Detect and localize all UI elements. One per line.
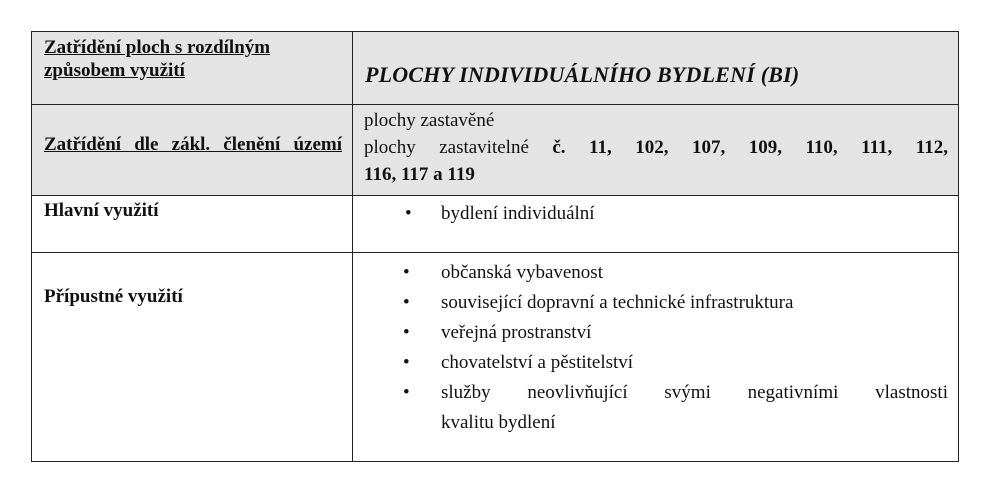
list-item: • související dopravní a technické infrastruktura	[353, 288, 958, 318]
bullet-icon: •	[403, 382, 410, 403]
row-value-cell	[353, 253, 959, 462]
buildable-areas-numbers: č. 11, 102, 107, 109, 110, 111, 112,	[552, 137, 948, 158]
buildable-areas-numbers-cont: 116, 117 a 119	[364, 164, 475, 185]
row-label-cell	[32, 196, 353, 253]
list-item: • chovatelství a pěstitelství	[353, 348, 958, 378]
buildable-areas-prefix: plochy zastavitelné	[364, 137, 553, 158]
classification-label: Zatřídění ploch s rozdílným způsobem využití	[44, 37, 271, 81]
row-value-cell	[353, 196, 959, 253]
row-label-cell	[32, 105, 353, 196]
area-list	[353, 105, 958, 188]
table-row	[32, 196, 959, 253]
area-type-title: PLOCHY INDIVIDUÁLNÍHO BYDLENÍ (BI)	[365, 62, 800, 87]
row-value-cell	[353, 32, 959, 105]
built-up-areas-text: plochy zastavěné	[364, 110, 495, 131]
bullet-icon: •	[403, 322, 410, 343]
list-item: • bydlení individuální	[353, 199, 958, 229]
main-use-list	[353, 196, 958, 229]
permitted-use-label: Přípustné využití	[44, 286, 183, 307]
table-row	[32, 32, 959, 105]
bullet-icon: •	[403, 292, 410, 313]
list-item: • občanská vybavenost	[353, 258, 958, 288]
table-row	[32, 105, 959, 196]
permitted-use-list	[353, 253, 958, 438]
buildable-areas-line	[364, 134, 948, 161]
bullet-icon: •	[403, 352, 410, 373]
row-label-cell	[32, 32, 353, 105]
row-value-cell	[353, 105, 959, 196]
row-label-cell	[32, 253, 353, 462]
land-use-table	[31, 31, 959, 462]
basic-division-label: Zatřídění dle zákl. členění území	[44, 134, 342, 155]
list-item: • veřejná prostranství	[353, 318, 958, 348]
bullet-icon: •	[403, 262, 410, 283]
table-row	[32, 253, 959, 462]
list-item: • služby neovlivňující svými negativními vlastnosti kvalitu bydlení	[353, 378, 958, 438]
bullet-icon: •	[405, 203, 412, 224]
main-use-label: Hlavní využití	[44, 200, 159, 221]
